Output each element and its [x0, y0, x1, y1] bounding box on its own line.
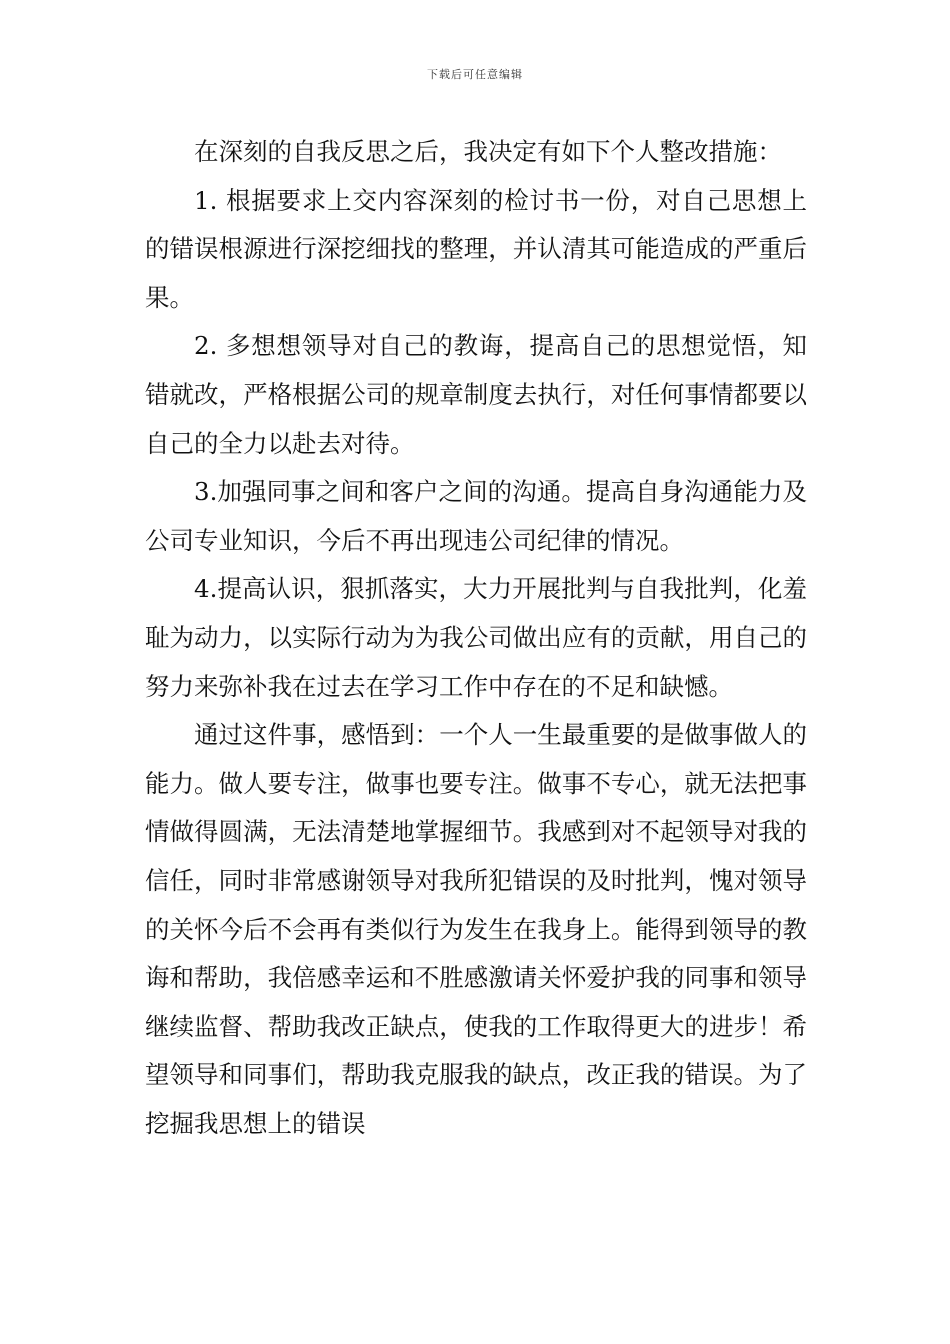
- paragraph-measure-2: 2. 多想想领导对自己的教诲，提高自己的思想觉悟，知错就改，严格根据公司的规章制度去执行，对任何事情都要以自己的全力以赴去对待。: [145, 331, 807, 458]
- document-body: [145, 128, 807, 1148]
- paragraph-intro: 在深刻的自我反思之后，我决定有如下个人整改措施：: [194, 137, 782, 166]
- paragraph-measure-4: 4.提高认识，狠抓落实，大力开展批判与自我批判，化羞耻为动力，以实际行动为为我公司做出应有的贡献，用自己的努力来弥补我在过去在学习工作中存在的不足和缺憾。: [145, 574, 807, 701]
- paragraph-measure-1: 1. 根据要求上交内容深刻的检讨书一份，对自己思想上的错误根源进行深挖细找的整理，并认清其可能造成的严重后果。: [145, 185, 807, 312]
- page-header: 下载后可任意编辑: [427, 68, 523, 81]
- paragraph-measure-3: 3.加强同事之间和客户之间的沟通。提高自身沟通能力及公司专业知识，今后不再出现违公司纪律的情况。: [145, 477, 807, 555]
- paragraph-reflection: 通过这件事，感悟到：一个人一生最重要的是做事做人的能力。做人要专注，做事也要专注。做事不专心，就无法把事情做得圆满，无法清楚地掌握细节。我感到对不起领导对我的信任，同时非常感谢领导对我所犯错误的及时批判，愧对领导的关怀今后不会再有类似行为发生在我身上。能得到领导的教诲和帮助，我倍感幸运和不胜感激请关怀爱护我的同事和领导继续监督、帮助我改正缺点，使我的工作取得更大的进步！希望领导和同事们，帮助我克服我的缺点，改正我的错误。为了挖掘我思想上的错误: [145, 720, 807, 1138]
